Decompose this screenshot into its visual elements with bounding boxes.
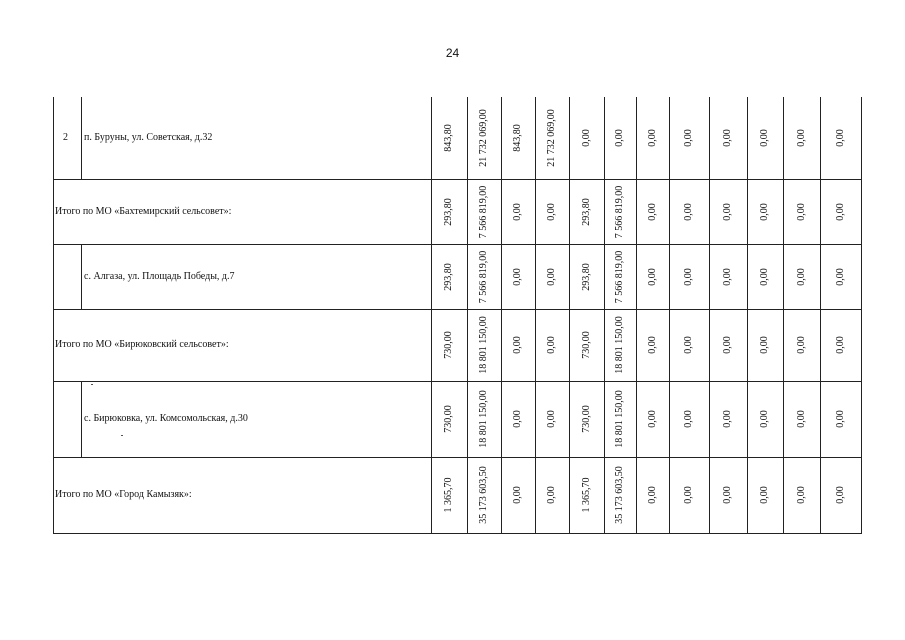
subtotal-label: Итого по МО «Бахтемирский сельсовет»:	[55, 205, 232, 217]
value-cell: 0,00	[795, 410, 807, 428]
value-cell: 35 173 603,50	[614, 466, 625, 524]
value-cell: 0,00	[646, 129, 658, 147]
column-border	[861, 97, 862, 533]
value-cell: 7 566 819,00	[614, 185, 625, 238]
value-cell: 0,00	[646, 486, 658, 504]
value-cell: 730,00	[580, 331, 592, 359]
column-border	[783, 97, 784, 533]
value-cell: 0,00	[646, 410, 658, 428]
value-cell: 0,00	[795, 129, 807, 147]
value-cell: 0,00	[722, 129, 733, 147]
value-cell: 843,80	[512, 124, 523, 152]
value-cell: 730,00	[443, 405, 454, 433]
address-label: с. Алгаза, ул. Площадь Победы, д.7	[84, 270, 235, 282]
value-cell: 0,00	[546, 336, 557, 354]
column-border	[747, 97, 748, 533]
value-cell: 0,00	[512, 486, 523, 504]
value-cell: 0,00	[683, 129, 694, 147]
value-cell: 1 365,70	[443, 477, 454, 513]
column-border	[669, 97, 670, 533]
scan-speck	[91, 384, 93, 385]
value-cell: 7 566 819,00	[478, 185, 489, 238]
subtotal-label: Итого по МО «Бирюковский сельсовет»:	[55, 339, 229, 350]
value-cell: 0,00	[759, 267, 770, 286]
value-cell: 18 801 150,00	[614, 390, 625, 448]
value-cell: 0,00	[512, 202, 523, 221]
value-cell: 0,00	[834, 410, 846, 428]
value-cell: 0,00	[683, 410, 694, 428]
value-cell: 0,00	[759, 129, 770, 147]
number-column-border	[81, 97, 82, 179]
row-border	[53, 533, 862, 534]
value-cell: 0,00	[546, 267, 557, 286]
value-cell: 0,00	[759, 336, 770, 354]
value-cell: 18 801 150,00	[478, 390, 489, 448]
column-border	[709, 97, 710, 533]
value-cell: 0,00	[795, 336, 807, 354]
value-cell: 18 801 150,00	[614, 316, 625, 374]
value-cell: 0,00	[546, 410, 557, 428]
value-cell: 730,00	[580, 405, 592, 433]
value-cell: 0,00	[722, 410, 733, 428]
value-cell: 0,00	[683, 202, 694, 221]
value-cell: 730,00	[443, 331, 454, 359]
table-left-border	[53, 97, 54, 533]
value-cell: 0,00	[646, 202, 658, 221]
value-cell: 0,00	[646, 336, 658, 354]
row-border	[53, 457, 862, 458]
number-column-border	[81, 381, 82, 457]
column-border	[467, 97, 468, 533]
address-label: с. Бирюковка, ул. Комсомольская, д.30	[84, 413, 248, 424]
value-cell: 0,00	[834, 486, 846, 504]
value-cell: 0,00	[722, 336, 733, 354]
value-cell: 0,00	[722, 486, 733, 504]
value-cell: 35 173 603,50	[478, 466, 489, 524]
column-border	[501, 97, 502, 533]
number-column-border	[81, 244, 82, 309]
value-cell: 0,00	[683, 486, 694, 504]
value-cell: 0,00	[683, 336, 694, 354]
value-cell: 0,00	[512, 410, 523, 428]
value-cell: 0,00	[722, 202, 733, 221]
value-cell: 293,80	[580, 262, 592, 291]
row-border	[53, 244, 862, 245]
row-border	[53, 309, 862, 310]
value-cell: 0,00	[834, 129, 846, 147]
page-number: 24	[445, 46, 460, 60]
value-cell: 0,00	[795, 486, 807, 504]
value-cell: 293,80	[443, 197, 454, 226]
column-border	[636, 97, 637, 533]
value-cell: 1 365,70	[580, 477, 592, 513]
value-cell: 0,00	[834, 267, 846, 286]
value-cell: 293,80	[580, 197, 592, 226]
column-border	[604, 97, 605, 533]
value-cell: 0,00	[546, 202, 557, 221]
column-border	[820, 97, 821, 533]
value-cell: 0,00	[646, 267, 658, 286]
value-cell: 7 566 819,00	[478, 250, 489, 303]
data-table	[53, 97, 862, 533]
value-cell: 0,00	[546, 486, 557, 504]
value-cell: 18 801 150,00	[478, 316, 489, 374]
value-cell: 0,00	[834, 336, 846, 354]
row-border	[53, 381, 862, 382]
value-cell: 0,00	[759, 486, 770, 504]
value-cell: 293,80	[443, 262, 454, 291]
row-number: 2	[63, 132, 68, 143]
value-cell: 21 732 069,00	[478, 109, 489, 167]
value-cell: 843,80	[443, 124, 454, 152]
scan-speck	[121, 435, 123, 436]
address-label: п. Буруны, ул. Советская, д.32	[84, 132, 213, 143]
value-cell: 0,00	[795, 267, 807, 286]
row-border	[53, 179, 862, 180]
column-border	[569, 97, 570, 533]
value-cell: 7 566 819,00	[614, 250, 625, 303]
value-cell: 0,00	[683, 267, 694, 286]
value-cell: 0,00	[614, 129, 625, 147]
value-cell: 0,00	[722, 267, 733, 286]
value-cell: 0,00	[512, 267, 523, 286]
value-cell: 0,00	[795, 202, 807, 221]
value-cell: 21 732 069,00	[546, 109, 557, 167]
value-cell: 0,00	[512, 336, 523, 354]
value-cell: 0,00	[834, 202, 846, 221]
subtotal-label: Итого по МО «Город Камызяк»:	[55, 489, 192, 500]
value-cell: 0,00	[580, 129, 592, 147]
column-border	[431, 97, 432, 533]
value-cell: 0,00	[759, 410, 770, 428]
column-border	[535, 97, 536, 533]
value-cell: 0,00	[759, 202, 770, 221]
